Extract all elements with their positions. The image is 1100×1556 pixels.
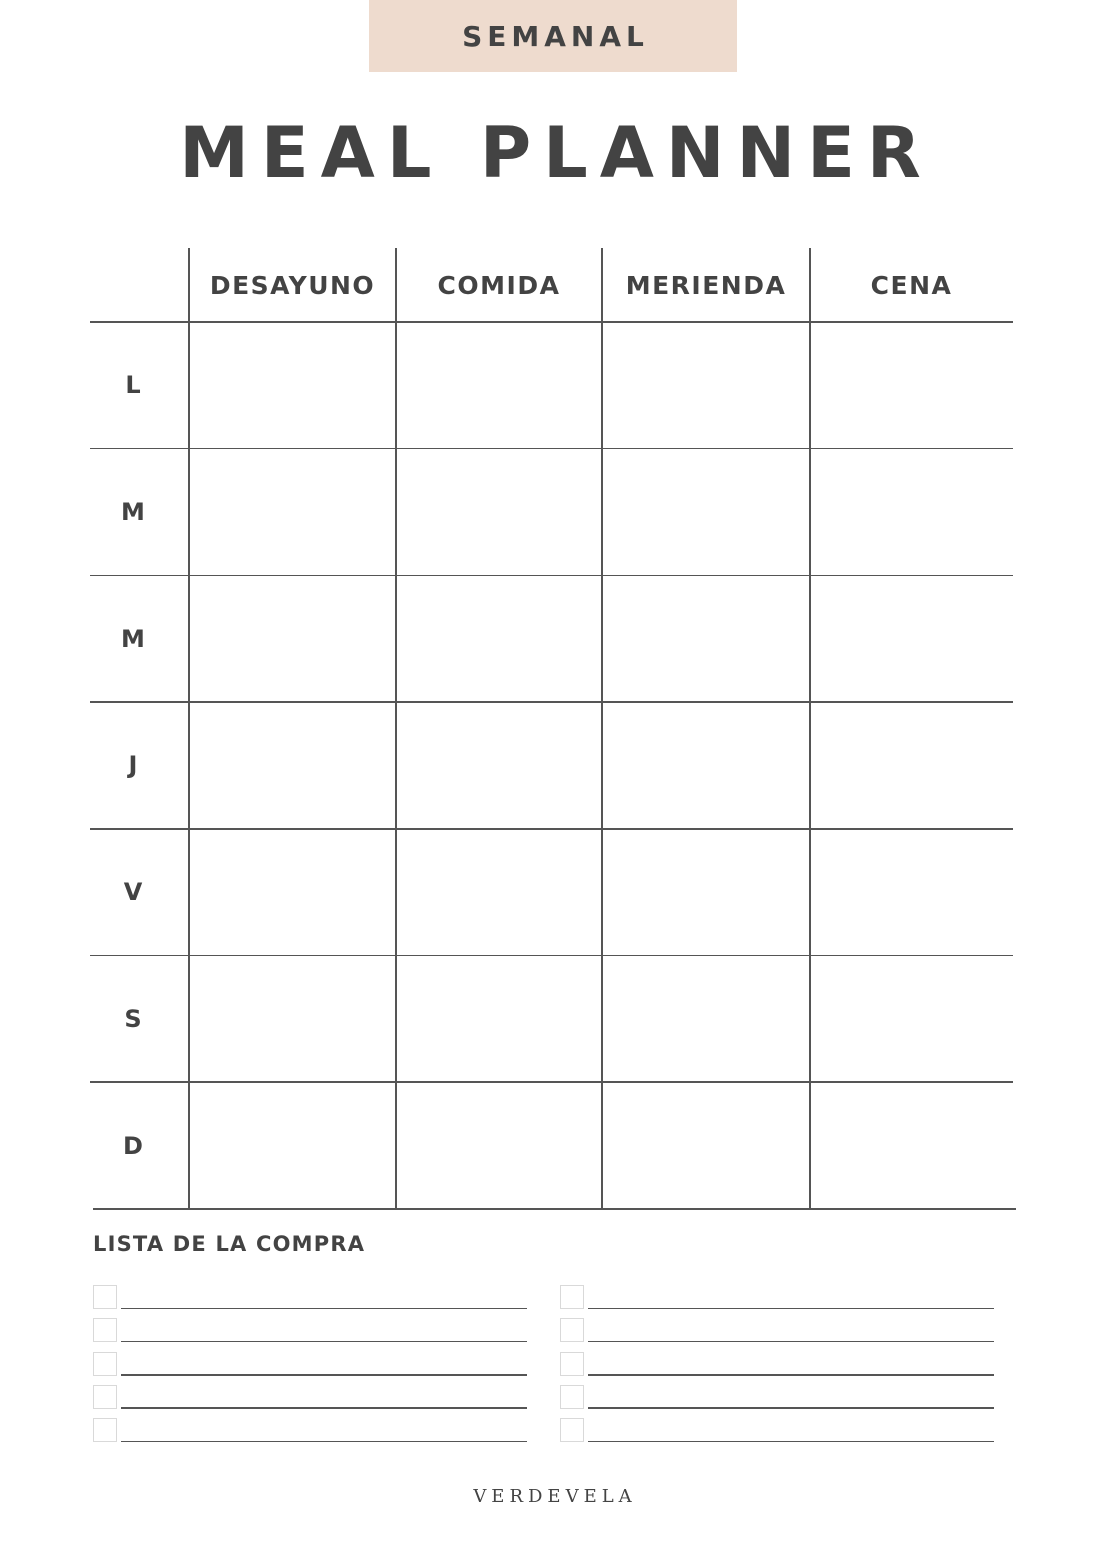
- meal-cell[interactable]: [602, 322, 810, 449]
- grid-row-line: [90, 701, 1013, 703]
- day-label: L: [125, 371, 141, 400]
- shopping-write-line[interactable]: [588, 1374, 994, 1376]
- meal-cell[interactable]: [810, 829, 1013, 956]
- column-header-cena: CENA: [870, 270, 953, 300]
- meal-planner-grid: [90, 248, 1016, 1209]
- meal-cell[interactable]: [189, 575, 396, 702]
- meal-cell[interactable]: [810, 449, 1013, 576]
- shopping-list-item: [93, 1352, 529, 1378]
- day-label: M: [121, 498, 145, 527]
- meal-cell[interactable]: [396, 322, 602, 449]
- shopping-checkbox[interactable]: [93, 1318, 117, 1342]
- meal-cell[interactable]: [396, 702, 602, 829]
- shopping-write-line[interactable]: [588, 1441, 994, 1443]
- shopping-checkbox[interactable]: [560, 1418, 584, 1442]
- day-label: V: [123, 878, 143, 907]
- meal-cell[interactable]: [810, 322, 1013, 449]
- meal-cell[interactable]: [396, 575, 602, 702]
- grid-column-line: [188, 248, 190, 1209]
- shopping-checkbox[interactable]: [93, 1285, 117, 1309]
- shopping-list-item: [560, 1285, 996, 1311]
- shopping-list-item: [560, 1385, 996, 1411]
- shopping-checkbox[interactable]: [560, 1285, 584, 1309]
- column-header-desayuno: DESAYUNO: [209, 270, 376, 300]
- meal-cell[interactable]: [602, 1082, 810, 1209]
- shopping-write-line[interactable]: [588, 1341, 994, 1343]
- grid-row-line: [90, 955, 1013, 957]
- grid-column-line: [395, 248, 397, 1209]
- shopping-list-item: [560, 1418, 996, 1444]
- grid-row-line: [90, 321, 1013, 323]
- meal-cell[interactable]: [810, 575, 1013, 702]
- shopping-checkbox[interactable]: [93, 1418, 117, 1442]
- meal-cell[interactable]: [189, 322, 396, 449]
- day-label: M: [121, 624, 145, 653]
- shopping-list-item: [560, 1352, 996, 1378]
- meal-cell[interactable]: [189, 1082, 396, 1209]
- column-header-comida: COMIDA: [437, 270, 561, 300]
- meal-cell[interactable]: [810, 956, 1013, 1083]
- grid-row-line: [90, 448, 1013, 450]
- grid-column-line: [601, 248, 603, 1209]
- meal-cell[interactable]: [189, 956, 396, 1083]
- grid-row-line: [93, 1208, 1016, 1210]
- day-label: D: [123, 1131, 143, 1160]
- shopping-list-item: [93, 1385, 529, 1411]
- shopping-write-line[interactable]: [121, 1441, 527, 1443]
- weekly-tag: [369, 0, 737, 72]
- meal-cell[interactable]: [396, 956, 602, 1083]
- weekly-tag-label: SEMANAL: [462, 19, 649, 53]
- grid-row-line: [90, 828, 1013, 830]
- grid-row-line: [90, 1081, 1013, 1083]
- meal-cell[interactable]: [602, 829, 810, 956]
- meal-cell[interactable]: [396, 829, 602, 956]
- meal-cell[interactable]: [810, 702, 1013, 829]
- shopping-list-item: [93, 1285, 529, 1311]
- meal-cell[interactable]: [396, 449, 602, 576]
- shopping-write-line[interactable]: [121, 1341, 527, 1343]
- shopping-write-line[interactable]: [588, 1308, 994, 1310]
- shopping-checkbox[interactable]: [560, 1352, 584, 1376]
- column-header-merienda: MERIENDA: [625, 270, 787, 300]
- shopping-write-line[interactable]: [588, 1407, 994, 1409]
- day-label: J: [128, 751, 138, 780]
- shopping-checkbox[interactable]: [560, 1318, 584, 1342]
- shopping-list-item: [560, 1318, 996, 1344]
- shopping-checkbox[interactable]: [560, 1385, 584, 1409]
- meal-cell[interactable]: [602, 702, 810, 829]
- shopping-list-item: [93, 1318, 529, 1344]
- shopping-checkbox[interactable]: [93, 1352, 117, 1376]
- meal-cell[interactable]: [189, 449, 396, 576]
- meal-cell[interactable]: [602, 449, 810, 576]
- meal-cell[interactable]: [602, 956, 810, 1083]
- brand-footer: VERDEVELA: [473, 1486, 637, 1507]
- shopping-write-line[interactable]: [121, 1308, 527, 1310]
- page-title: MEAL PLANNER: [179, 112, 933, 194]
- meal-cell[interactable]: [396, 1082, 602, 1209]
- meal-cell[interactable]: [810, 1082, 1013, 1209]
- meal-cell[interactable]: [602, 575, 810, 702]
- meal-cell[interactable]: [189, 829, 396, 956]
- meal-cell[interactable]: [189, 702, 396, 829]
- shopping-list-item: [93, 1418, 529, 1444]
- grid-row-line: [90, 575, 1013, 577]
- shopping-list-title: LISTA DE LA COMPRA: [93, 1232, 366, 1256]
- shopping-write-line[interactable]: [121, 1407, 527, 1409]
- shopping-write-line[interactable]: [121, 1374, 527, 1376]
- day-label: S: [124, 1004, 142, 1033]
- grid-column-line: [809, 248, 811, 1209]
- shopping-checkbox[interactable]: [93, 1385, 117, 1409]
